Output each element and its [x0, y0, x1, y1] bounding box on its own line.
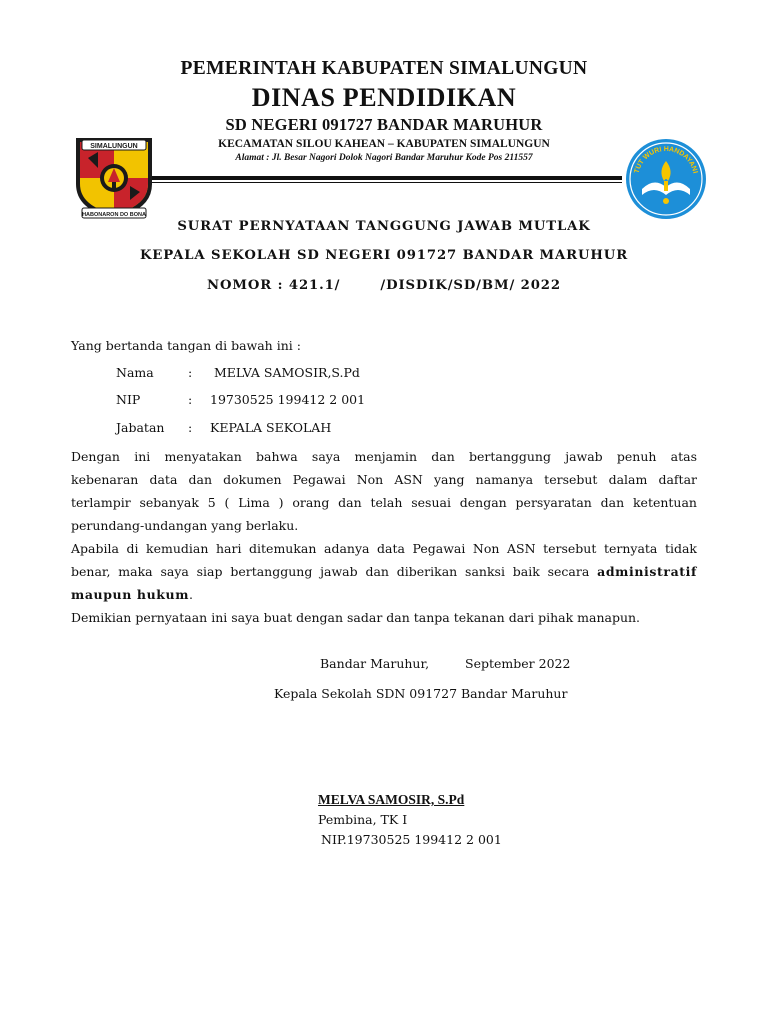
field-value: MELVA SAMOSIR,S.Pd — [210, 365, 360, 380]
number-prefix: NOMOR : 421.1/ — [207, 278, 341, 293]
paragraph-line: Demikian pernyataan ini saya buat dengan sadar dan tanpa tekanan dari pihak manapun. — [71, 610, 641, 625]
number-suffix: /DISDIK/SD/BM/ 2022 — [380, 278, 561, 293]
crest-top-text: SIMALUNGUN — [90, 143, 138, 150]
crest-bottom-text: HABONARON DO BONA — [82, 212, 146, 218]
intro-text: Yang bertanda tangan di bawah ini : — [71, 338, 301, 353]
paragraph-line: maupun hukum. — [71, 587, 194, 602]
signatory-nip: NIP.19730525 199412 2 001 — [321, 832, 502, 847]
paragraph-line: terlampir sebanyak 5 ( Lima ) orang dan telah sesuai dengan persyaratan dan ketentuan — [71, 495, 697, 510]
signature-position: Kepala Sekolah SDN 091727 Bandar Maruhur — [274, 686, 568, 701]
letterhead-rule-thin — [140, 182, 622, 183]
field-row-nip: NIP : 19730525 199412 2 001 — [116, 392, 366, 407]
letterhead-government: PEMERINTAH KABUPATEN SIMALUNGUN — [180, 58, 588, 79]
tut-wuri-handayani-emblem-icon — [624, 137, 708, 221]
signature-place-date — [320, 656, 570, 671]
statement-paragraph — [71, 445, 697, 537]
paragraph-line: Dengan ini menyatakan bahwa saya menjamin dan bertanggung jawab penuh atas — [71, 449, 697, 464]
letterhead-school: SD NEGERI 091727 BANDAR MARUHUR — [225, 115, 543, 134]
liability-paragraph — [71, 537, 697, 606]
paragraph-line: benar, maka saya siap bertanggung jawab dan diberikan sanksi baik secara administratif — [71, 564, 697, 579]
paragraph-line: perundang-undangan yang berlaku. — [71, 518, 299, 533]
field-row-name: Nama : MELVA SAMOSIR,S.Pd — [116, 365, 360, 380]
document-subtitle: KEPALA SEKOLAH SD NEGERI 091727 BANDAR MARUHUR — [139, 248, 629, 263]
field-label: Nama — [116, 365, 154, 380]
closing-paragraph — [71, 606, 697, 629]
signatory-rank: Pembina, TK I — [318, 812, 408, 827]
field-value: KEPALA SEKOLAH — [210, 420, 332, 435]
field-row-position: Jabatan : KEPALA SEKOLAH — [116, 420, 332, 435]
field-value: 19730525 199412 2 001 — [210, 392, 366, 407]
signature-place: Bandar Maruhur, — [320, 656, 430, 671]
field-label: Jabatan — [116, 420, 165, 435]
bold-term: administratif — [597, 564, 697, 579]
emblem-ring-text: TUT WURI HANDAYANI — [633, 145, 699, 175]
letterhead-district: KECAMATAN SILOU KAHEAN – KABUPATEN SIMALUNGUN — [218, 138, 550, 150]
signature-date: September 2022 — [465, 656, 571, 671]
field-label: NIP — [116, 392, 141, 407]
paragraph-line: kebenaran data dan dokumen Pegawai Non ASN yang namanya tersebut dalam daftar — [71, 472, 697, 487]
paragraph-line: Apabila di kemudian hari ditemukan adanya data Pegawai Non ASN tersebut ternyata tidak — [71, 541, 697, 556]
document-number — [0, 278, 768, 293]
document-title: SURAT PERNYATAAN TANGGUNG JAWAB MUTLAK — [177, 219, 591, 234]
bold-term: maupun hukum — [71, 587, 190, 602]
letterhead-agency: DINAS PENDIDIKAN — [251, 83, 517, 112]
letterhead-rule-thick — [140, 176, 622, 180]
signatory-name: MELVA SAMOSIR, S.Pd — [318, 792, 465, 807]
regency-crest-icon — [68, 128, 160, 222]
letterhead-address: Alamat : Jl. Besar Nagori Dolok Nagori Bandar Maruhur Kode Pos 211557 — [235, 153, 533, 163]
